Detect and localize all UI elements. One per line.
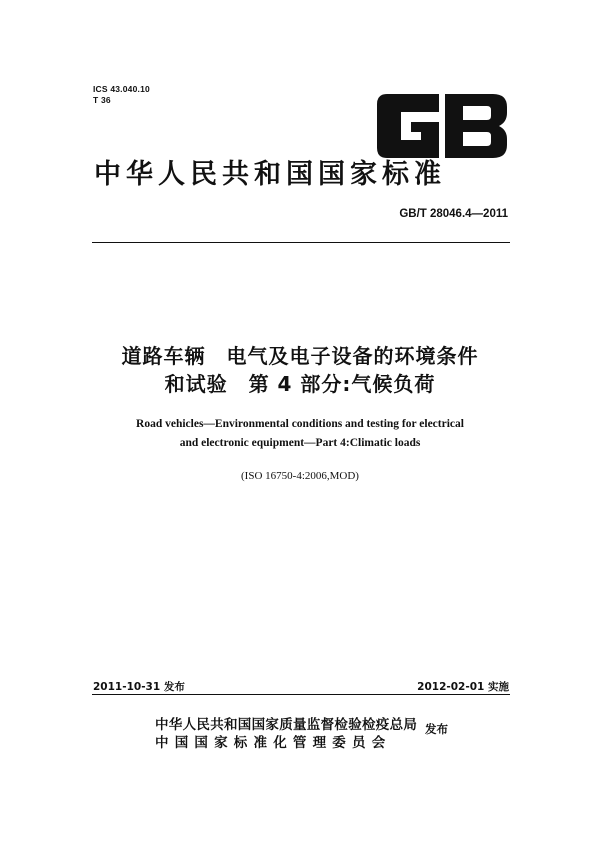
implementation-date: 2012-02-01 实施 — [417, 681, 509, 693]
standard-number: GB/T 28046.4—2011 — [399, 208, 508, 220]
national-standard-title: 中华人民共和国国家标准 — [94, 159, 446, 190]
publish-date: 2011-10-31 发布 — [93, 681, 185, 693]
chinese-title-line-1: 道路车辆 电气及电子设备的环境条件 — [121, 344, 479, 368]
english-title-line-2: and electronic equipment—Part 4:Climatic loads — [179, 437, 421, 449]
chinese-title-line-2: 和试验 第 4 部分:气候负荷 — [164, 372, 436, 396]
ics-code: ICS 43.040.10 — [93, 84, 150, 94]
header-divider — [92, 242, 510, 243]
ccs-code: T 36 — [93, 95, 111, 105]
issuer-aqsiq: 中华人民共和国国家质量监督检验检疫总局 — [155, 717, 418, 733]
issuer-sac: 中国国家标准化管理委员会 — [155, 735, 392, 751]
gb-logo-icon — [377, 94, 509, 158]
classification-codes — [93, 84, 150, 106]
iso-reference: (ISO 16750-4:2006,MOD) — [241, 470, 359, 482]
issue-label: 发布 — [425, 722, 448, 736]
footer-divider — [92, 694, 510, 695]
english-title-line-1: Road vehicles—Environmental conditions and testing for electrical — [136, 418, 464, 430]
